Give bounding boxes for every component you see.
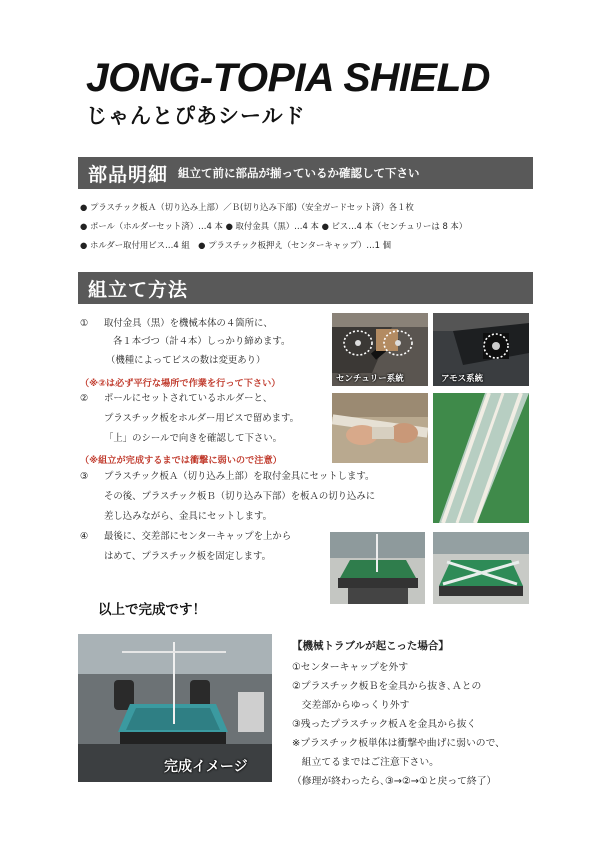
trouble-line: ②プラスチック板Ｂを金具から抜き､Ａとの xyxy=(292,681,482,692)
amos-caption: アモス系統 xyxy=(441,374,484,384)
trouble-line: ③残ったプラスチック板Ａを金具から抜く xyxy=(292,719,477,730)
step-text: 「上」のシールで向きを確認して下さい。 xyxy=(104,433,282,444)
trouble-line: ①センターキャップを外す xyxy=(292,662,409,673)
page-subtitle: じゃんとぴあシールド xyxy=(86,104,306,128)
step-text: はめて、プラスチック板を固定します。 xyxy=(104,551,272,562)
table-progress-illustration xyxy=(330,532,425,604)
completion-photo xyxy=(78,634,272,782)
warning-text: （※②は必ず平行な場所で作業を行って下さい） xyxy=(80,378,281,389)
step-text: 取付金具（黒）を機械本体の４箇所に、 xyxy=(104,318,273,329)
parts-line: ● ポール（ホルダーセット済）…4 本 ● 取付金具（黒）…4 本 ● ビス…4 本（センチュリーは 8 本） xyxy=(80,221,468,231)
step-number: ② xyxy=(80,393,89,404)
trouble-line: 交差部からゆっくり外す xyxy=(292,700,410,711)
trouble-line: （修理が終わったら､③→②→①と戻って終了） xyxy=(292,776,497,787)
poles-board-photo xyxy=(433,393,529,523)
poles-board-illustration xyxy=(433,393,529,523)
table-complete-photo xyxy=(433,532,529,604)
step-text: プラスチック板Ａ（切り込み上部）を取付金具にセットします。 xyxy=(104,471,375,482)
step-text: 各１本づつ（計４本）しっかり締めます。 xyxy=(113,336,291,347)
table-progress-photo xyxy=(330,532,425,604)
trouble-line: ※プラスチック板単体は衝撃や曲げに弱いので、 xyxy=(292,738,505,749)
century-caption: センチュリー系統 xyxy=(336,374,404,384)
parts-line: ● プラスチック板Ａ（切り込み上部）／Ｂ(切り込み下部)（安全ガードセット済）各１枚 xyxy=(80,202,414,212)
warning-text: （※組立が完成するまでは衝撃に弱いので注意） xyxy=(80,455,282,466)
step-number: ③ xyxy=(80,471,89,482)
holder-attach-photo xyxy=(332,393,428,463)
step-4 xyxy=(80,532,291,541)
step-3 xyxy=(80,472,374,481)
trouble-line: 組立てるまではご注意下さい。 xyxy=(292,757,439,768)
completion-caption: 完成イメージ xyxy=(164,759,248,775)
page-title: JONG-TOPIA SHIELD xyxy=(86,56,490,100)
step-text: その後、プラスチック板Ｂ（切り込み下部）を板Ａの切り込みに xyxy=(104,491,376,502)
century-bracket-photo xyxy=(332,313,428,386)
step-text: 最後に、交差部にセンターキャップを上から xyxy=(104,531,292,542)
parts-heading: 部品明細 xyxy=(88,163,169,186)
table-complete-illustration xyxy=(433,532,529,604)
step-number: ① xyxy=(80,318,89,329)
parts-line: ● ホルダー取付用ビス…4 組 ● プラスチック板押え（センターキャップ）…1 個 xyxy=(80,240,392,250)
completion-text: 以上で完成です！ xyxy=(98,602,206,618)
amos-bracket-photo xyxy=(433,313,529,386)
holder-attach-illustration xyxy=(332,393,428,463)
assembly-section-header xyxy=(78,272,533,304)
step-text: 差し込みながら、金具にセットします。 xyxy=(104,511,273,522)
step-number: ④ xyxy=(80,531,89,542)
step-text: ポールにセットされているホルダーと、 xyxy=(104,393,273,404)
step-text: プラスチック板をホルダー用ビスで留めます。 xyxy=(104,413,299,424)
step-1 xyxy=(80,319,273,328)
trouble-heading: 【機械トラブルが起こった場合】 xyxy=(292,640,449,652)
step-2 xyxy=(80,394,272,403)
assembly-heading: 組立て方法 xyxy=(88,278,189,301)
parts-note: 組立て前に部品が揃っているか確認して下さい xyxy=(178,166,420,180)
step-text: （機種によってビスの数は変更あり） xyxy=(106,355,266,366)
parts-section-header xyxy=(78,157,533,189)
